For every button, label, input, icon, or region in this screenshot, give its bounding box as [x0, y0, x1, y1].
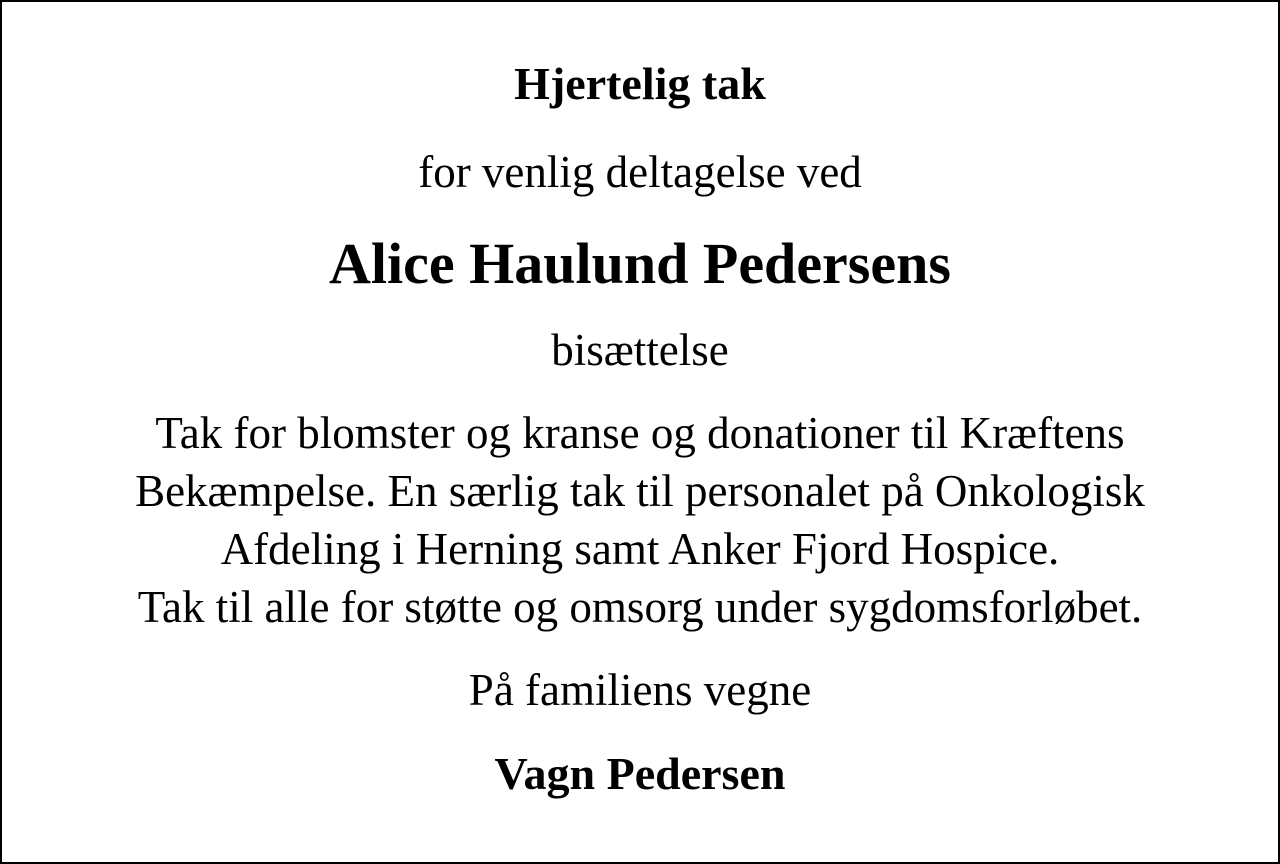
body-line: Afdeling i Herning samt Anker Fjord Hospice. [220, 524, 1060, 574]
notice-heading: Hjertelig tak [514, 58, 766, 109]
notice-occasion: bisættelse [551, 325, 729, 375]
body-line: Tak for blomster og kranse og donationer til Kræftens [155, 408, 1125, 458]
notice-subheading: for venlig deltagelse ved [418, 147, 862, 197]
notice-signature: Vagn Pedersen [494, 748, 786, 799]
notice-closing: På familiens vegne [468, 665, 812, 715]
notice-body [2, 404, 1278, 636]
deceased-name: Alice Haulund Pedersens [329, 231, 951, 296]
body-line: Bekæmpelse. En særlig tak til personalet på Onkologisk [135, 466, 1145, 516]
body-line: Tak til alle for støtte og omsorg under sygdomsforløbet. [137, 582, 1143, 632]
